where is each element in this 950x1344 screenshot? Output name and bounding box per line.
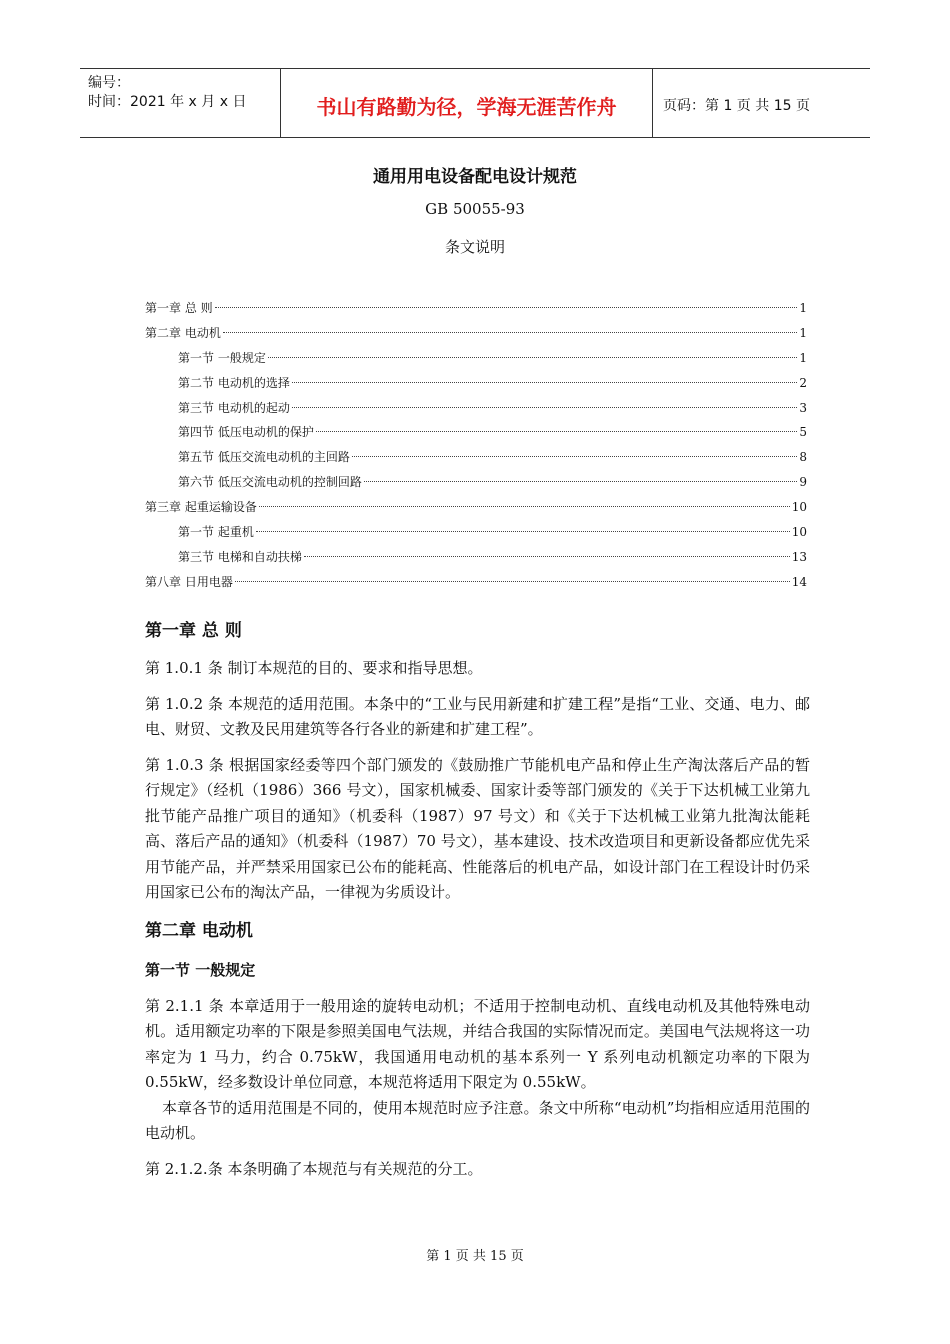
clause-2-1-1-note: 本章各节的适用范围是不同的，使用本规范时应予注意。条文中所称“电动机”均指相应适用范围的电动机。: [145, 1098, 810, 1142]
table-of-contents: [145, 296, 807, 595]
clause-1-0-3: 第 1.0.3 条 根据国家经委等四个部门颁发的《鼓励推广节能机电产品和停止生产淘汰落后产品的暂行规定》（经机（1986）366 号文），国家机械委、国家计委等部门颁发的《关于下达机械工业第九批节能产品推广项目的通知》（机委科（1987）97 号文）和《关于下达机械工业第九批淘汰能耗高、落后产品的通知》（机委科（1987）70 号文），基本建设、技术改造项目和更新设备都应优先采用节能产品，并严禁采用国家已公布的能耗高、性能落后的机电产品，如设计部门在工程设计时仍采用国家已公布的淘汰产品，一律视为劣质设计。: [145, 755, 810, 901]
header-motto-cell: [281, 69, 653, 137]
toc-entry[interactable]: [145, 346, 807, 371]
toc-entry-label: 第六节 低压交流电动机的控制回路: [178, 475, 362, 490]
time-label: 时间：2021 年 x 月 x 日: [88, 94, 247, 110]
clause-1-0-2: 第 1.0.2 条 本规范的适用范围。本条中的“工业与民用新建和扩建工程”是指“工业、交通、电力、邮电、财贸、文教及民用建筑等各行各业的新建和扩建工程”。: [145, 694, 810, 738]
page-number-label: 页码：第 1 页 共 15 页: [663, 98, 810, 114]
toc-entry[interactable]: [145, 420, 807, 445]
toc-entry[interactable]: [145, 470, 807, 495]
toc-entry-label: 第二章 电动机: [145, 325, 221, 340]
toc-entry[interactable]: [145, 445, 807, 470]
document-title: 通用用电设备配电设计规范: [373, 167, 577, 187]
toc-entry-page: 1: [799, 350, 807, 365]
toc-entry-label: 第二节 电动机的选择: [178, 375, 290, 390]
toc-entry-page: 10: [791, 525, 807, 540]
toc-entry-label: 第八章 日用电器: [145, 574, 233, 589]
toc-entry-page: 9: [799, 475, 807, 490]
toc-entry[interactable]: [145, 520, 807, 545]
toc-entry-label: 第一节 一般规定: [178, 350, 266, 365]
toc-entry[interactable]: [145, 495, 807, 520]
section-1-heading: 第一节 一般规定: [145, 960, 256, 979]
toc-entry-page: 5: [799, 425, 807, 440]
toc-entry[interactable]: [145, 296, 807, 321]
toc-entry-label: 第五节 低压交流电动机的主回路: [178, 450, 350, 465]
page-footer: 第 1 页 共 15 页: [426, 1249, 524, 1264]
clause-1-0-1: 第 1.0.1 条 制订本规范的目的、要求和指导思想。: [145, 659, 483, 677]
toc-entry-page: 14: [791, 574, 807, 589]
chapter-2-heading: 第二章 电动机: [145, 920, 253, 941]
header-page-cell: [653, 69, 870, 137]
toc-entry[interactable]: [145, 321, 807, 346]
toc-entry-page: 3: [799, 400, 807, 415]
toc-entry-label: 第三章 起重运输设备: [145, 500, 257, 515]
toc-entry-page: 1: [799, 325, 807, 340]
chapter-1-heading: 第一章 总 则: [145, 621, 242, 641]
toc-entry-page: 2: [799, 375, 807, 390]
toc-entry-page: 13: [791, 549, 807, 564]
header-info-cell: [80, 69, 281, 137]
clause-2-1-2: 第 2.1.2.条 本条明确了本规范与有关规范的分工。: [145, 1159, 483, 1178]
toc-entry-label: 第一节 起重机: [178, 525, 254, 540]
toc-entry-label: 第四节 低压电动机的保护: [178, 425, 314, 440]
page-header: [80, 68, 870, 138]
toc-entry-label: 第三节 电梯和自动扶梯: [178, 549, 302, 564]
toc-entry[interactable]: [145, 396, 807, 421]
clause-2-1-1: 第 2.1.1 条 本章适用于一般用途的旋转电动机；不适用于控制电动机、直线电动机及其他特殊电动机。适用额定功率的下限是参照美国电气法规，并结合我国的实际情况而定。美国电气法规将这一功率定为 1 马力，约合 0.75kW，我国通用电动机的基本系列一 Y 系列电动机额定功率的下限为 0.55kW，经多数设计单位同意，本规范将适用下限定为 0.55kW。: [145, 996, 810, 1091]
number-label: 编号：: [88, 75, 130, 91]
document-body: [145, 616, 810, 1192]
toc-entry[interactable]: [145, 371, 807, 396]
toc-entry-label: 第三节 电动机的起动: [178, 400, 290, 415]
document-code: GB 50055-93: [425, 200, 525, 218]
motto-text: 书山有路勤为径，学海无涯苦作舟: [316, 95, 617, 119]
toc-entry[interactable]: [145, 570, 807, 595]
toc-entry[interactable]: [145, 545, 807, 570]
toc-entry-page: 8: [799, 450, 807, 465]
toc-entry-label: 第一章 总 则: [145, 301, 213, 315]
toc-entry-page: 1: [799, 301, 807, 315]
toc-entry-page: 10: [791, 500, 807, 515]
document-subtitle: 条文说明: [444, 238, 505, 256]
